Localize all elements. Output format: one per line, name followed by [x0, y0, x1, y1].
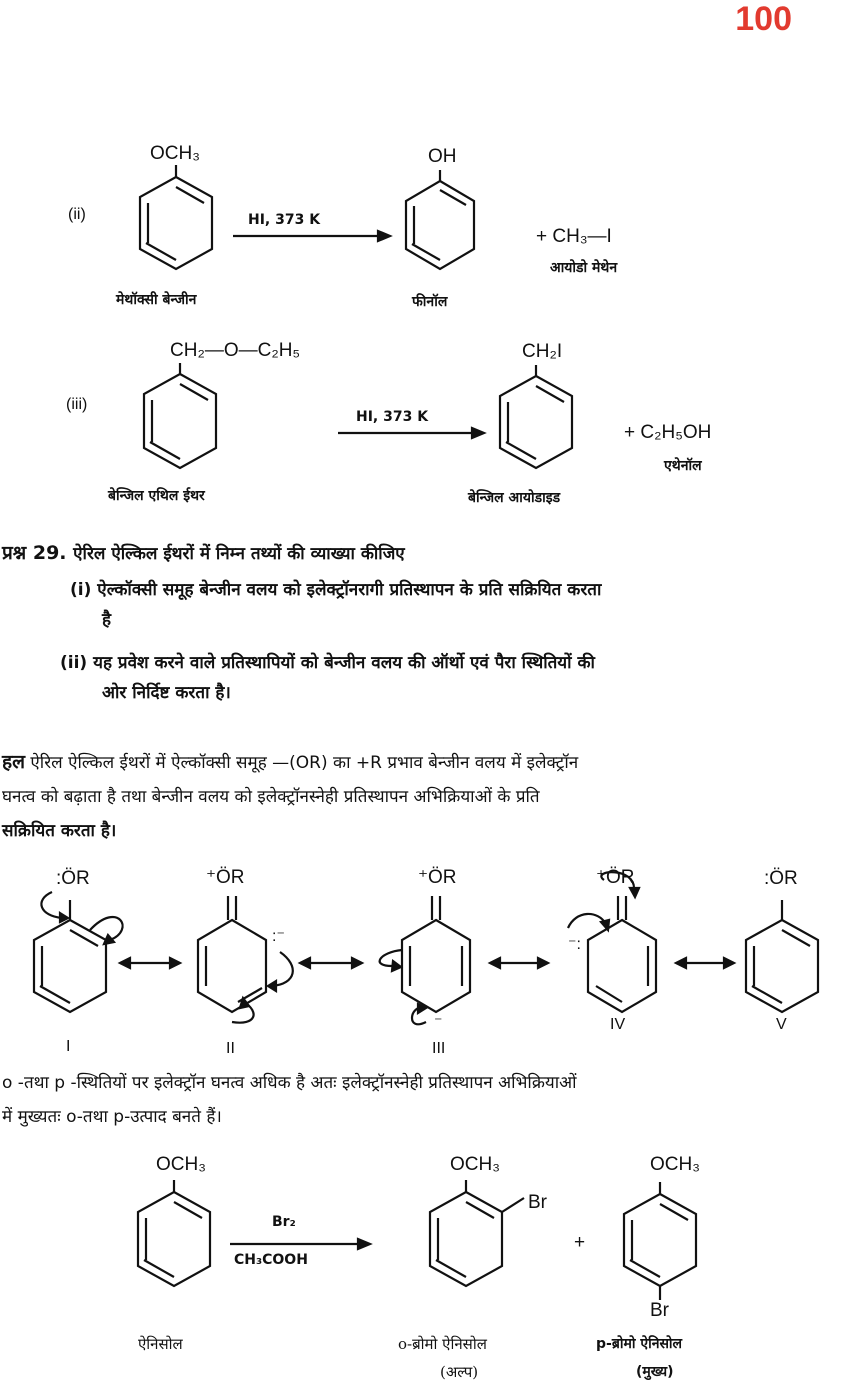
- resonance-structure-III: [380, 896, 470, 1024]
- p-product-methoxy-label: OCH₃: [650, 1154, 700, 1175]
- resonance-structure-IV: [568, 872, 656, 1012]
- question-item-2: [60, 648, 854, 708]
- benzyl-ether-group-label: CH₂—O—C₂H₅: [170, 340, 301, 361]
- resonance-structure-I: [34, 892, 123, 1012]
- product-name: फीनॉल: [412, 294, 448, 310]
- item-text-cont: ओर निर्दिष्ट करता है।: [102, 683, 231, 703]
- solution-head: हल: [2, 751, 25, 773]
- reagent-bromine: Br₂: [272, 1214, 296, 1230]
- solution-line-1: ऐरिल ऐल्किल ईथरों में ऐल्कॉक्सी समूह —(OR) का +R प्रभाव बेन्जीन वलय में इलेक्ट्रॉन: [30, 753, 579, 773]
- plus-sign: +: [574, 1232, 586, 1253]
- page-number: 100: [735, 0, 792, 38]
- solution-line-3: सक्रियित करता है।: [2, 821, 117, 841]
- product-name: बेन्जिल आयोडाइड: [468, 490, 561, 506]
- o-product-methoxy-label: OCH₃: [450, 1154, 500, 1175]
- resonance-structure-II: [198, 896, 293, 1023]
- conclusion-line-2: में मुख्यतः o-तथा p-उत्पाद बनते हैं।: [2, 1107, 222, 1127]
- benzene-ring-anisole: [138, 1180, 210, 1286]
- item-number: (ii): [60, 653, 88, 673]
- question-line: [2, 538, 852, 569]
- structure-III-group: ⁺ÖR: [418, 867, 457, 888]
- structure-IV-group: ⁺ÖR: [596, 867, 635, 888]
- methoxy-group-label: OCH₃: [150, 143, 200, 164]
- byproduct-formula: + CH₃—I: [536, 226, 612, 247]
- structure-III-label: III: [432, 1040, 446, 1057]
- item-text-cont: है: [102, 610, 112, 630]
- reactant-name: मेथॉक्सी बेन्जीन: [116, 292, 197, 308]
- byproduct-name: आयोडो मेथेन: [550, 260, 618, 276]
- benzene-ring-p-bromoanisole: [624, 1182, 696, 1300]
- structure-V-group: :ÖR: [764, 868, 798, 889]
- structure-I-group: :ÖR: [56, 868, 90, 889]
- reaction-index: (iii): [66, 396, 88, 413]
- iodomethyl-group-label: CH₂I: [522, 341, 563, 362]
- bromination-arrow: [230, 1239, 370, 1249]
- benzene-ring-benzyl-iodide: [500, 365, 572, 468]
- resonance-arrow-1: [120, 958, 180, 968]
- question-text: ऐरिल ऐल्किल ईथरों में निम्न तथ्यों की व्याख्या कीजिए: [73, 544, 405, 564]
- benzene-ring-methoxybenzene: [140, 165, 212, 269]
- benzene-ring-benzyl-ether: [144, 363, 216, 468]
- structure-IV-label: IV: [610, 1016, 626, 1033]
- reaction-condition: HI, 373 K: [248, 212, 321, 228]
- o-product-bromine-label: Br: [528, 1192, 547, 1213]
- byproduct-formula: + C₂H₅OH: [624, 422, 712, 443]
- structure-II-group: ⁺ÖR: [206, 867, 245, 888]
- p-bromoanisole-name: p-ब्रोमो ऐनिसोल: [596, 1336, 683, 1352]
- structure-I-label: I: [66, 1038, 71, 1055]
- reaction-condition: HI, 373 K: [356, 409, 429, 425]
- reaction-arrow-iii: [338, 428, 484, 438]
- reaction-index: (ii): [68, 206, 86, 223]
- carbanion-charge: :⁻: [272, 928, 285, 945]
- reagent-acetic-acid: CH₃COOH: [234, 1252, 308, 1268]
- resonance-structure-V: [746, 900, 818, 1012]
- conclusion-paragraph: [2, 1066, 854, 1134]
- resonance-arrow-4: [676, 958, 734, 968]
- reaction-arrow-ii: [233, 231, 390, 241]
- carbanion-charge: ⁻:: [568, 936, 581, 953]
- anisole-methoxy-label: OCH₃: [156, 1154, 206, 1175]
- structure-II-label: II: [226, 1040, 235, 1057]
- carbanion-charge: ⁻: [434, 1014, 443, 1031]
- item-number: (i): [70, 580, 92, 600]
- byproduct-name: एथेनॉल: [664, 458, 702, 474]
- reactant-name: बेन्जिल एथिल ईथर: [108, 488, 205, 504]
- question-item-1: [70, 575, 854, 635]
- o-bromoanisole-amount: (अल्प): [440, 1363, 479, 1381]
- resonance-arrow-2: [300, 958, 362, 968]
- structure-V-label: V: [776, 1016, 787, 1033]
- solution-line-2: घनत्व को बढ़ाता है तथा बेन्जीन वलय को इलेक्ट्रॉनस्नेही प्रतिस्थापन अभिक्रियाओं के प्रति: [2, 787, 540, 807]
- item-text: ऐल्कॉक्सी समूह बेन्जीन वलय को इलेक्ट्रॉनरागी प्रतिस्थापन के प्रति सक्रियित करता: [97, 580, 602, 600]
- resonance-arrow-3: [490, 958, 548, 968]
- p-bromoanisole-amount: (मुख्य): [636, 1364, 674, 1380]
- p-product-bromine-label: Br: [650, 1300, 669, 1321]
- conclusion-line-1: o -तथा p -स्थितियों पर इलेक्ट्रॉन घनत्व अधिक है अतः इलेक्ट्रॉनस्नेही प्रतिस्थापन अभिक्रियाओं: [2, 1073, 577, 1093]
- item-text: यह प्रवेश करने वाले प्रतिस्थापियों को बेन्जीन वलय की ऑर्थो एवं पैरा स्थितियों की: [93, 653, 595, 673]
- benzene-ring-o-bromoanisole: [430, 1180, 524, 1286]
- solution-paragraph: [2, 746, 854, 848]
- anisole-name: ऐनिसोल: [138, 1335, 183, 1353]
- o-bromoanisole-name: o-ब्रोमो ऐनिसोल: [398, 1335, 487, 1353]
- benzene-ring-phenol: [406, 170, 474, 269]
- hydroxyl-group-label: OH: [428, 146, 457, 167]
- question-head: प्रश्न 29.: [2, 542, 67, 564]
